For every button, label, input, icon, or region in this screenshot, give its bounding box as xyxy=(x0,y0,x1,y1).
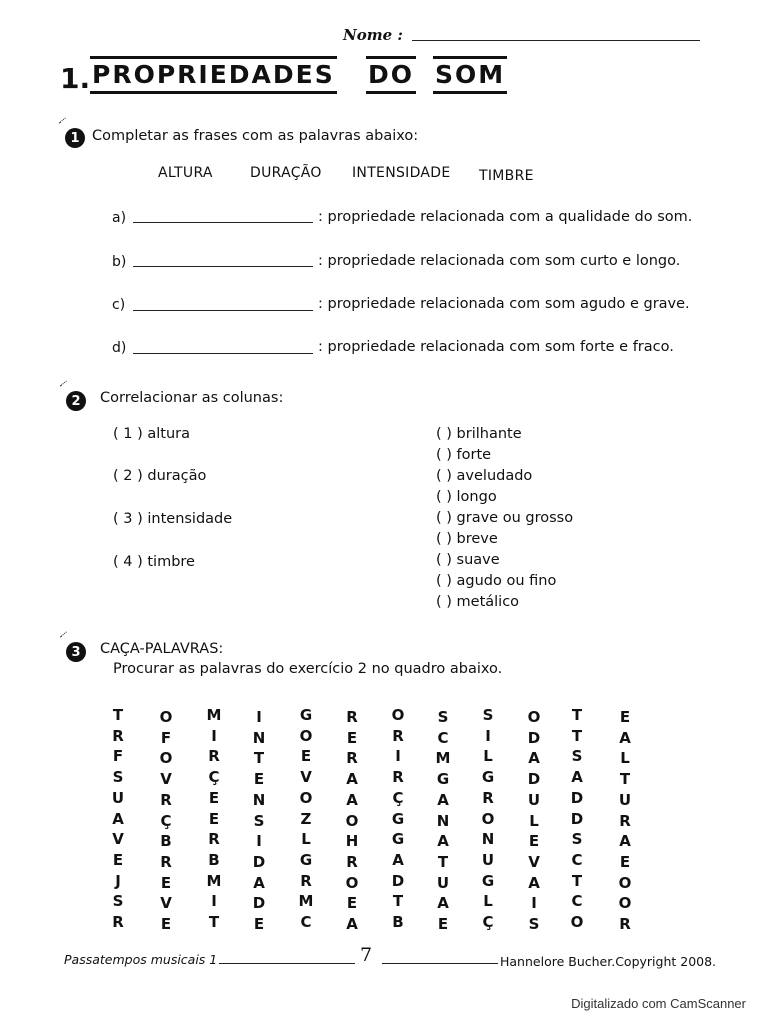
grid-letter: E xyxy=(160,873,172,892)
answer-blank-a[interactable] xyxy=(133,222,313,223)
title-word-propriedades: PROPRIEDADES xyxy=(90,56,337,94)
grid-letter: C xyxy=(571,850,583,869)
grid-letter: S xyxy=(482,706,494,724)
grid-letter: B xyxy=(208,850,220,869)
word-bank-item: INTENSIDADE xyxy=(352,165,451,181)
grid-letter: S xyxy=(112,768,124,787)
grid-letter: O xyxy=(299,788,313,807)
grid-letter: O xyxy=(618,873,632,892)
grid-letter: G xyxy=(391,809,405,828)
item-text-b: : propriedade relacionada com som curto e longo. xyxy=(318,253,681,269)
exercise-1-icon: 1 xyxy=(65,128,85,148)
left-column-item: ( 1 ) altura xyxy=(113,426,191,442)
grid-letter: Ç xyxy=(482,913,494,931)
right-column-item[interactable]: ( ) brilhante xyxy=(436,426,522,442)
grid-letter: V xyxy=(112,830,124,849)
grid-letter: A xyxy=(619,728,631,747)
grid-letter: G xyxy=(299,706,313,724)
item-text-a: : propriedade relacionada com a qualidade do som. xyxy=(318,209,693,225)
grid-letter: E xyxy=(619,708,631,726)
grid-letter: G xyxy=(299,850,313,869)
grid-letter: R xyxy=(619,915,631,933)
grid-letter: L xyxy=(483,747,493,766)
grid-letter: T xyxy=(208,913,220,931)
grid-letter: H xyxy=(345,832,359,851)
right-column-item[interactable]: ( ) grave ou grosso xyxy=(436,510,574,526)
scanner-watermark: Digitalizado com CamScanner xyxy=(571,996,746,1011)
right-column-item[interactable]: ( ) aveludado xyxy=(436,468,533,484)
grid-letter: R xyxy=(112,913,124,931)
grid-letter: A xyxy=(346,790,358,809)
grid-letter: C xyxy=(300,913,312,931)
grid-letter: E xyxy=(112,850,124,869)
word-bank-item: DURAÇÃO xyxy=(250,165,322,181)
grid-letter: I xyxy=(211,892,217,911)
right-column-item[interactable]: ( ) longo xyxy=(436,489,497,505)
grid-letter: B xyxy=(160,832,172,851)
grid-letter: T xyxy=(437,852,449,871)
grid-letter: I xyxy=(256,708,262,726)
right-column-item[interactable]: ( ) breve xyxy=(436,531,498,547)
footer-copyright: Hannelore Bucher.Copyright 2008. xyxy=(500,954,717,969)
grid-letter: T xyxy=(619,770,631,789)
grid-letter: O xyxy=(570,913,584,931)
grid-letter: T xyxy=(571,706,583,724)
grid-letter: R xyxy=(160,790,172,809)
page-number: 7 xyxy=(360,944,373,966)
footer-line-right xyxy=(382,963,498,964)
grid-letter: U xyxy=(436,873,450,892)
grid-letter: E xyxy=(253,770,265,789)
grid-letter: A xyxy=(346,915,358,933)
grid-letter: U xyxy=(618,790,632,809)
grid-letter: A xyxy=(528,749,540,768)
grid-letter: A xyxy=(571,768,583,787)
grid-letter: I xyxy=(256,832,262,851)
grid-letter: T xyxy=(112,706,124,724)
grid-letter: D xyxy=(252,852,266,871)
grid-letter: F xyxy=(160,728,172,747)
grid-letter: O xyxy=(159,708,173,726)
grid-letter: G xyxy=(481,768,495,787)
exercise-3-icon: 3 xyxy=(66,642,86,662)
footer-book-title: Passatempos musicais 1 xyxy=(64,952,218,967)
grid-letter: S xyxy=(112,892,124,911)
grid-letter: T xyxy=(253,749,265,768)
grid-letter: S xyxy=(437,708,449,726)
grid-letter: Ç xyxy=(392,788,404,807)
grid-letter: L xyxy=(620,749,630,768)
grid-letter: A xyxy=(346,770,358,789)
answer-blank-c[interactable] xyxy=(133,310,313,311)
word-search-grid xyxy=(108,706,648,936)
grid-letter: O xyxy=(345,873,359,892)
grid-letter: V xyxy=(300,768,312,787)
section-number: 1. xyxy=(60,62,91,95)
grid-letter: N xyxy=(252,728,266,747)
grid-letter: E xyxy=(208,788,220,807)
grid-letter: I xyxy=(211,726,217,745)
grid-letter: A xyxy=(619,832,631,851)
grid-letter: D xyxy=(391,871,405,890)
grid-letter: D xyxy=(570,788,584,807)
grid-letter: V xyxy=(528,852,540,871)
grid-letter: U xyxy=(481,850,495,869)
grid-letter: S xyxy=(253,811,265,830)
title-word-do: DO xyxy=(366,56,416,94)
grid-letter: M xyxy=(298,892,314,911)
grid-letter: E xyxy=(253,915,265,933)
grid-letter: C xyxy=(571,892,583,911)
grid-letter: V xyxy=(160,770,172,789)
grid-letter: I xyxy=(395,747,401,766)
grid-letter: O xyxy=(527,708,541,726)
grid-letter: U xyxy=(111,788,125,807)
grid-letter: F xyxy=(112,747,124,766)
grid-letter: R xyxy=(392,726,404,745)
right-column-item[interactable]: ( ) agudo ou fino xyxy=(436,573,557,589)
grid-letter: O xyxy=(391,706,405,724)
exercise-3-instruction: Procurar as palavras do exercício 2 no quadro abaixo. xyxy=(113,661,503,677)
title-word-som: SOM xyxy=(433,56,507,94)
grid-letter: R xyxy=(160,852,172,871)
grid-letter: R xyxy=(346,749,358,768)
footer-line-left xyxy=(219,963,355,964)
grid-letter: E xyxy=(160,915,172,933)
grid-letter: O xyxy=(481,809,495,828)
grid-letter: S xyxy=(571,747,583,766)
word-bank-item: ALTURA xyxy=(158,165,213,181)
grid-letter: R xyxy=(346,708,358,726)
grid-letter: U xyxy=(527,790,541,809)
grid-letter: E xyxy=(528,832,540,851)
grid-letter: Ç xyxy=(160,811,172,830)
name-label: Nome : xyxy=(343,26,403,44)
grid-letter: S xyxy=(528,915,540,933)
grid-letter: Z xyxy=(300,809,312,828)
grid-letter: V xyxy=(160,894,172,913)
exercise-1-instruction: Completar as frases com as palavras abaixo: xyxy=(92,128,419,144)
grid-letter: B xyxy=(392,913,404,931)
grid-letter: A xyxy=(112,809,124,828)
grid-letter: Ç xyxy=(208,768,220,787)
right-column-item[interactable]: ( ) forte xyxy=(436,447,492,463)
grid-letter: L xyxy=(483,892,493,911)
grid-letter: L xyxy=(301,830,311,849)
grid-letter: E xyxy=(208,809,220,828)
grid-letter: O xyxy=(159,749,173,768)
grid-letter: E xyxy=(346,728,358,747)
grid-letter: T xyxy=(571,726,583,745)
grid-letter: A xyxy=(437,832,449,851)
exercise-2-instruction: Correlacionar as colunas: xyxy=(100,390,284,406)
grid-letter: N xyxy=(481,830,495,849)
grid-letter: C xyxy=(437,728,449,747)
grid-letter: E xyxy=(300,747,312,766)
answer-blank-d[interactable] xyxy=(133,353,313,354)
grid-letter: R xyxy=(619,811,631,830)
grid-letter: A xyxy=(392,850,404,869)
grid-letter: M xyxy=(435,749,451,768)
grid-letter: D xyxy=(527,728,541,747)
left-column-item: ( 2 ) duração xyxy=(113,468,207,484)
grid-letter: G xyxy=(481,871,495,890)
grid-letter: R xyxy=(208,830,220,849)
grid-letter: T xyxy=(571,871,583,890)
grid-letter: E xyxy=(346,894,358,913)
grid-letter: D xyxy=(570,809,584,828)
item-letter-c: c) xyxy=(112,297,126,313)
grid-letter: E xyxy=(437,915,449,933)
right-column-item[interactable]: ( ) suave xyxy=(436,552,500,568)
grid-letter: I xyxy=(485,726,491,745)
grid-letter: D xyxy=(527,770,541,789)
grid-letter: O xyxy=(299,726,313,745)
grid-letter: R xyxy=(392,768,404,787)
grid-letter: A xyxy=(437,790,449,809)
grid-letter: G xyxy=(391,830,405,849)
grid-letter: N xyxy=(252,790,266,809)
grid-letter: G xyxy=(436,770,450,789)
right-column-item[interactable]: ( ) metálico xyxy=(436,594,520,610)
word-bank-item: TIMBRE xyxy=(479,168,534,184)
grid-letter: E xyxy=(619,852,631,871)
exercise-3-title: CAÇA-PALAVRAS: xyxy=(100,641,224,657)
grid-letter: O xyxy=(345,811,359,830)
grid-letter: N xyxy=(436,811,450,830)
answer-blank-b[interactable] xyxy=(133,266,313,267)
grid-letter: S xyxy=(571,830,583,849)
item-letter-a: a) xyxy=(112,210,127,226)
item-text-d: : propriedade relacionada com som forte e fraco. xyxy=(318,339,674,355)
item-text-c: : propriedade relacionada com som agudo e grave. xyxy=(318,296,690,312)
grid-letter: L xyxy=(529,811,539,830)
grid-letter: T xyxy=(392,892,404,911)
grid-letter: D xyxy=(252,894,266,913)
grid-letter: R xyxy=(482,788,494,807)
left-column-item: ( 4 ) timbre xyxy=(113,554,195,570)
grid-letter: A xyxy=(528,873,540,892)
grid-letter: A xyxy=(437,894,449,913)
grid-letter: M xyxy=(206,871,222,890)
grid-letter: O xyxy=(618,894,632,913)
grid-letter: R xyxy=(346,852,358,871)
name-line xyxy=(412,40,700,41)
left-column-item: ( 3 ) intensidade xyxy=(113,511,233,527)
grid-letter: R xyxy=(112,726,124,745)
exercise-2-icon: 2 xyxy=(66,391,86,411)
item-letter-d: d) xyxy=(112,340,127,356)
grid-letter: M xyxy=(206,706,222,724)
grid-letter: R xyxy=(300,871,312,890)
grid-letter: A xyxy=(253,873,265,892)
grid-letter: I xyxy=(531,894,537,913)
grid-letter: R xyxy=(208,747,220,766)
grid-letter: J xyxy=(115,871,121,890)
item-letter-b: b) xyxy=(112,254,127,270)
